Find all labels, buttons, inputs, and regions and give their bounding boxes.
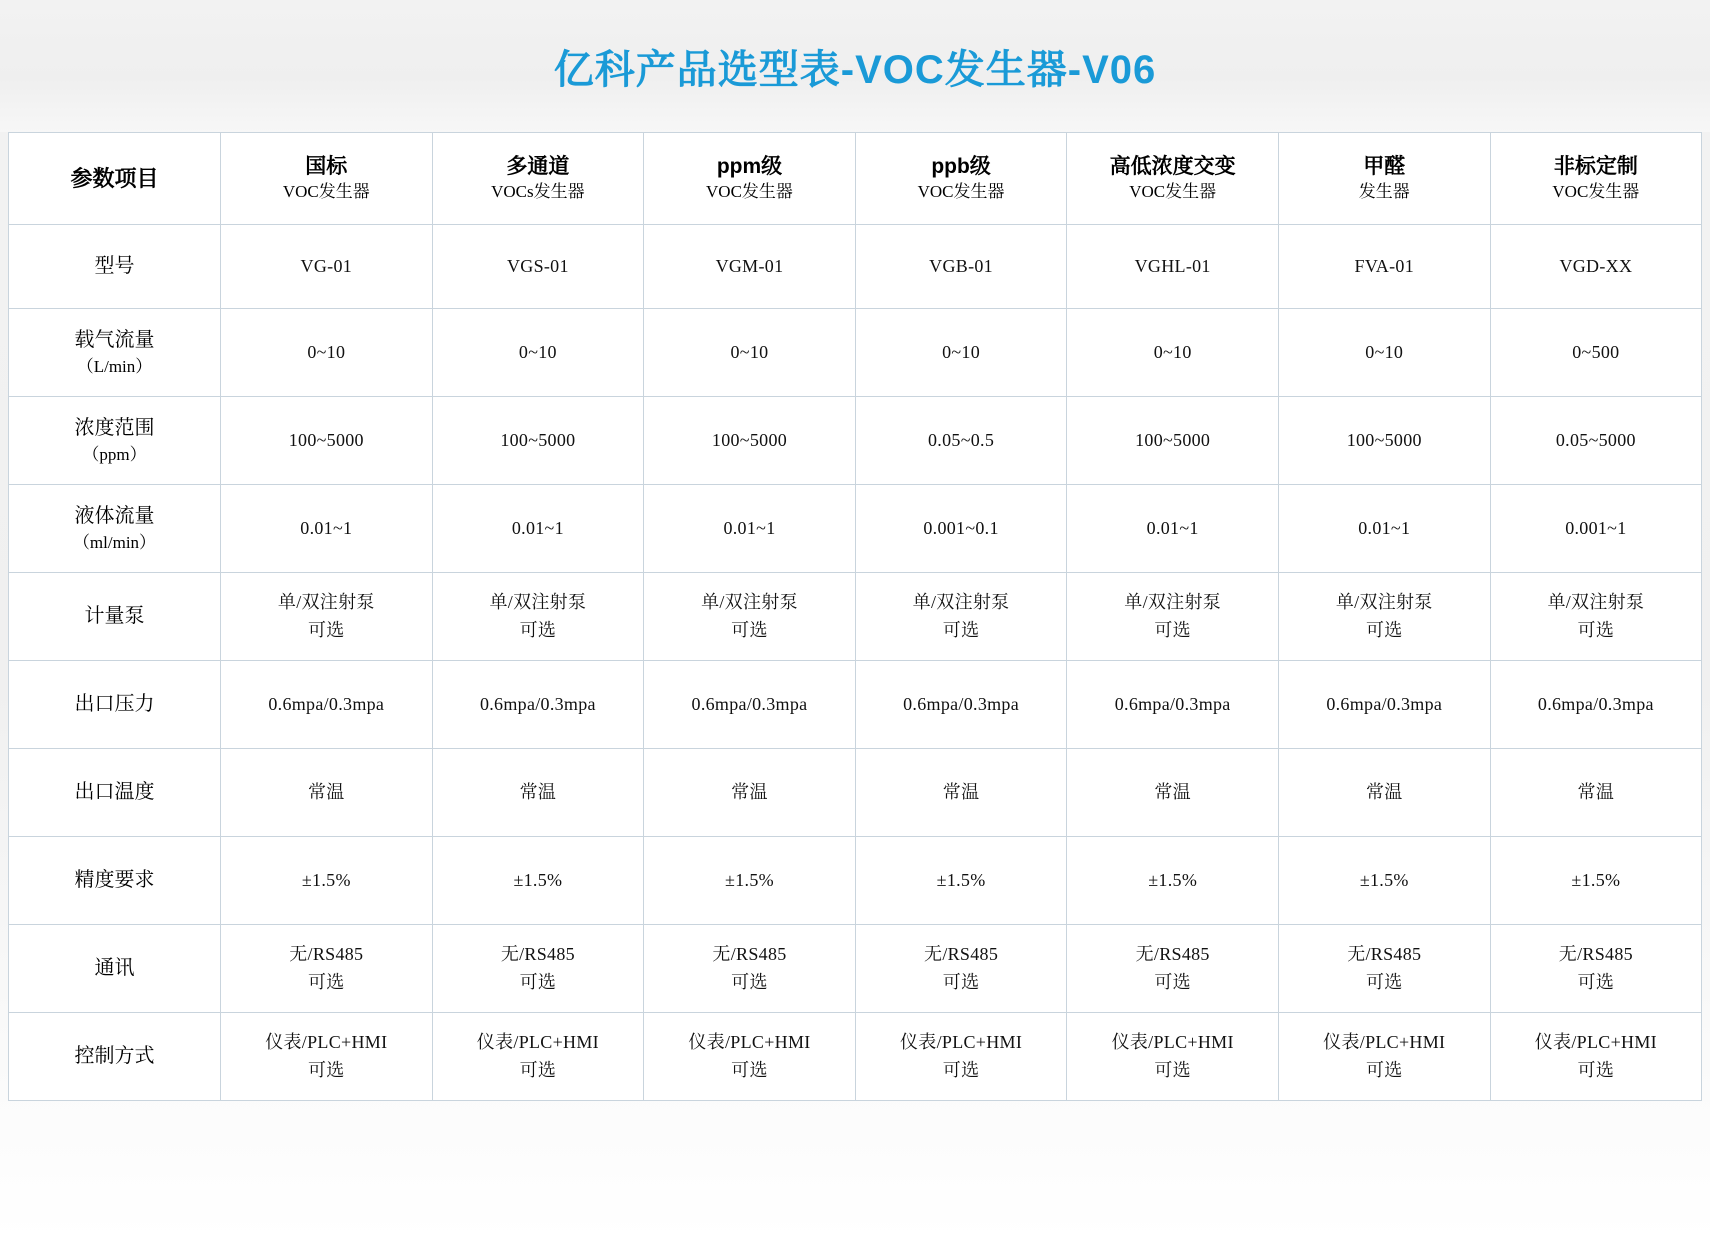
cell-text: 0.6mpa/0.3mpa [1114, 694, 1231, 715]
cell-comm-4 [1067, 925, 1279, 1013]
cell-accuracy-4 [1067, 837, 1279, 925]
cell-text: 常温 [519, 782, 557, 803]
cell-text: ±1.5% [1359, 870, 1409, 891]
column-header-4-main: 高低浓度交变 [1109, 154, 1236, 178]
row-label-model-line1: 型号 [94, 255, 135, 277]
cell-ctrl-6 [1490, 1013, 1702, 1101]
cell-text-2: 可选 [1365, 619, 1403, 640]
cell-text: 0.01~1 [1358, 518, 1411, 539]
row-label-outlet-pressure [9, 661, 221, 749]
cell-text: 0.001~1 [1565, 518, 1627, 539]
cell-text-2: 可选 [942, 1059, 980, 1080]
cell-pressure-2 [644, 661, 856, 749]
cell-text: 0.6mpa/0.3mpa [903, 694, 1020, 715]
cell-text-2: 可选 [307, 971, 345, 992]
cell-text: ±1.5% [1571, 870, 1621, 891]
cell-text: 0.6mpa/0.3mpa [691, 694, 808, 715]
cell-conc-5 [1278, 397, 1490, 485]
cell-text: 单/双注射泵 [912, 591, 1010, 612]
cell-text-2: 可选 [1365, 971, 1403, 992]
cell-conc-0 [221, 397, 433, 485]
column-header-5-main: 甲醛 [1363, 154, 1406, 178]
row-label-accuracy [9, 837, 221, 925]
cell-carrier-0 [221, 309, 433, 397]
cell-text: 0.6mpa/0.3mpa [479, 694, 596, 715]
page-header [0, 0, 1710, 132]
cell-comm-1 [432, 925, 644, 1013]
cell-text: 单/双注射泵 [1335, 591, 1433, 612]
spec-table-container [8, 132, 1702, 1101]
column-header-3-sub: VOC发生器 [917, 182, 1005, 202]
row-label-carrier-gas-flow [9, 309, 221, 397]
cell-carrier-5 [1278, 309, 1490, 397]
column-header-param-main: 参数项目 [70, 165, 159, 191]
cell-text: 0.6mpa/0.3mpa [268, 694, 385, 715]
cell-text: 0.01~1 [511, 518, 564, 539]
cell-text: ±1.5% [725, 870, 774, 891]
cell-text-2: 可选 [1154, 1059, 1191, 1080]
cell-carrier-3 [855, 309, 1067, 397]
cell-text: 单/双注射泵 [277, 591, 375, 612]
table-row [9, 749, 1702, 837]
cell-text-2: 可选 [307, 619, 345, 640]
column-header-0-sub: VOC发生器 [282, 182, 370, 202]
cell-pump-0 [221, 573, 433, 661]
cell-text: 单/双注射泵 [1547, 591, 1645, 612]
cell-liquid-0 [221, 485, 433, 573]
cell-accuracy-1 [432, 837, 644, 925]
cell-text: 无/RS485 [500, 943, 575, 964]
cell-liquid-2 [644, 485, 856, 573]
row-label-line1: 精度要求 [74, 869, 155, 891]
cell-text: 仪表/PLC+HMI [688, 1031, 811, 1052]
cell-text: 100~5000 [500, 430, 576, 451]
row-label-outlet-temperature [9, 749, 221, 837]
cell-pump-6 [1490, 573, 1702, 661]
cell-text-2: 可选 [1365, 1059, 1403, 1080]
row-label-line1: 液体流量 [74, 504, 155, 527]
cell-text: 仪表/PLC+HMI [1111, 1031, 1234, 1052]
cell-text: 0~10 [730, 342, 769, 363]
cell-text-2: 可选 [731, 971, 768, 992]
cell-text: 单/双注射泵 [1124, 591, 1222, 612]
cell-temp-2 [644, 749, 856, 837]
column-header-3 [855, 133, 1067, 225]
cell-carrier-2 [644, 309, 856, 397]
cell-comm-0 [221, 925, 433, 1013]
column-header-param [9, 133, 221, 225]
row-label-communication [9, 925, 221, 1013]
column-header-4 [1067, 133, 1279, 225]
cell-accuracy-3 [855, 837, 1067, 925]
cell-text: VGM-01 [715, 256, 784, 277]
row-label-concentration-range [9, 397, 221, 485]
cell-text: 仪表/PLC+HMI [1534, 1031, 1657, 1052]
cell-liquid-4 [1067, 485, 1279, 573]
table-row [9, 837, 1702, 925]
cell-text-2: 可选 [942, 619, 980, 640]
page-title: 亿科产品选型表-VOC发生器-V06 [553, 47, 1157, 92]
cell-text: 仪表/PLC+HMI [265, 1031, 388, 1052]
cell-pressure-3 [855, 661, 1067, 749]
cell-text: ±1.5% [301, 870, 351, 891]
cell-pump-3 [855, 573, 1067, 661]
cell-text: 无/RS485 [924, 943, 999, 964]
cell-text: 单/双注射泵 [701, 591, 798, 612]
cell-text-2: 可选 [519, 1059, 557, 1080]
cell-accuracy-6 [1490, 837, 1702, 925]
row-label-line2: （ml/min） [72, 532, 157, 552]
cell-text: 0.05~5000 [1555, 430, 1636, 451]
cell-text: 常温 [1365, 782, 1403, 803]
cell-text: 0.01~1 [1146, 518, 1199, 539]
cell-text: VGD-XX [1559, 256, 1633, 277]
cell-conc-4 [1067, 397, 1279, 485]
cell-text: 100~5000 [1135, 430, 1211, 451]
cell-ctrl-0 [221, 1013, 433, 1101]
cell-conc-2 [644, 397, 856, 485]
column-header-1 [432, 133, 644, 225]
cell-carrier-6 [1490, 309, 1702, 397]
cell-text-2: 可选 [1154, 971, 1191, 992]
cell-text: 仪表/PLC+HMI [476, 1031, 599, 1052]
cell-pressure-4 [1067, 661, 1279, 749]
table-row [9, 925, 1702, 1013]
row-label-line1: 载气流量 [74, 328, 155, 351]
cell-text: 0.6mpa/0.3mpa [1326, 694, 1443, 715]
table-row [9, 1013, 1702, 1101]
row-label-model [9, 225, 221, 309]
cell-model-4 [1067, 225, 1279, 309]
cell-liquid-6 [1490, 485, 1702, 573]
cell-text: 无/RS485 [1347, 943, 1422, 964]
cell-model-1 [432, 225, 644, 309]
cell-accuracy-5 [1278, 837, 1490, 925]
column-header-1-main: 多通道 [506, 154, 570, 178]
cell-model-2 [644, 225, 856, 309]
cell-accuracy-2 [644, 837, 856, 925]
cell-accuracy-0 [221, 837, 433, 925]
cell-text: 常温 [942, 782, 980, 803]
cell-text-2: 可选 [519, 971, 557, 992]
table-row [9, 573, 1702, 661]
cell-comm-5 [1278, 925, 1490, 1013]
cell-model-5 [1278, 225, 1490, 309]
cell-text: VGHL-01 [1134, 256, 1211, 277]
row-label-line1: 控制方式 [74, 1045, 155, 1067]
header-row [9, 133, 1702, 225]
cell-text: 常温 [1577, 782, 1615, 803]
cell-pressure-6 [1490, 661, 1702, 749]
cell-text-2: 可选 [942, 971, 980, 992]
cell-temp-4 [1067, 749, 1279, 837]
table-row [9, 485, 1702, 573]
cell-text: ±1.5% [1148, 870, 1198, 891]
cell-text-2: 可选 [1577, 619, 1615, 640]
spec-table [8, 132, 1702, 1101]
cell-comm-2 [644, 925, 856, 1013]
cell-conc-6 [1490, 397, 1702, 485]
column-header-5 [1278, 133, 1490, 225]
cell-text: 0~10 [518, 342, 557, 363]
row-label-metering-pump [9, 573, 221, 661]
cell-liquid-3 [855, 485, 1067, 573]
column-header-2-main: ppm级 [716, 154, 783, 178]
row-label-line2: （ppm） [82, 444, 147, 464]
cell-temp-3 [855, 749, 1067, 837]
cell-text-2: 可选 [1577, 1059, 1615, 1080]
cell-comm-6 [1490, 925, 1702, 1013]
column-header-1-sub: VOCs发生器 [491, 182, 585, 202]
cell-text: 无/RS485 [1135, 943, 1210, 964]
cell-text: FVA-01 [1354, 256, 1414, 277]
cell-comm-3 [855, 925, 1067, 1013]
cell-model-0 [221, 225, 433, 309]
cell-temp-0 [221, 749, 433, 837]
row-label-line1: 出口压力 [74, 693, 155, 715]
table-row [9, 225, 1702, 309]
row-label-line1: 计量泵 [84, 605, 145, 627]
cell-text: 100~5000 [711, 430, 788, 451]
table-row [9, 397, 1702, 485]
cell-conc-1 [432, 397, 644, 485]
cell-text-2: 可选 [731, 1059, 768, 1080]
cell-ctrl-5 [1278, 1013, 1490, 1101]
column-header-2-sub: VOC发生器 [706, 182, 793, 202]
row-label-liquid-flow [9, 485, 221, 573]
cell-text: 0.05~0.5 [928, 430, 995, 451]
cell-text: VG-01 [300, 256, 353, 277]
cell-text-2: 可选 [1154, 619, 1191, 640]
cell-text: 0~10 [1153, 342, 1192, 363]
cell-model-3 [855, 225, 1067, 309]
cell-text: 无/RS485 [1558, 943, 1633, 964]
cell-text-2: 可选 [307, 1059, 345, 1080]
cell-temp-5 [1278, 749, 1490, 837]
cell-model-6 [1490, 225, 1702, 309]
cell-pressure-0 [221, 661, 433, 749]
cell-text: ±1.5% [513, 870, 563, 891]
cell-temp-1 [432, 749, 644, 837]
cell-carrier-1 [432, 309, 644, 397]
cell-pressure-5 [1278, 661, 1490, 749]
cell-text: VGS-01 [506, 256, 569, 277]
cell-pump-4 [1067, 573, 1279, 661]
cell-pressure-1 [432, 661, 644, 749]
row-label-line2: （L/min） [76, 356, 153, 376]
cell-carrier-4 [1067, 309, 1279, 397]
column-header-0 [221, 133, 433, 225]
column-header-4-sub: VOC发生器 [1129, 182, 1217, 202]
cell-pump-5 [1278, 573, 1490, 661]
cell-pump-2 [644, 573, 856, 661]
column-header-0-main: 国标 [305, 154, 348, 178]
cell-text: 0~10 [307, 342, 346, 363]
cell-temp-6 [1490, 749, 1702, 837]
cell-text: 100~5000 [1346, 430, 1422, 451]
cell-text: 0~10 [942, 342, 981, 363]
cell-ctrl-2 [644, 1013, 856, 1101]
cell-text-2: 可选 [731, 619, 768, 640]
cell-text: 0.01~1 [300, 518, 353, 539]
cell-text: 100~5000 [288, 430, 364, 451]
table-row [9, 309, 1702, 397]
cell-pump-1 [432, 573, 644, 661]
cell-text: VGB-01 [929, 256, 993, 277]
cell-text: 0.01~1 [723, 518, 776, 539]
cell-text: 单/双注射泵 [489, 591, 587, 612]
table-row [9, 661, 1702, 749]
column-header-2 [644, 133, 856, 225]
cell-text: 0.001~0.1 [923, 518, 999, 539]
cell-text: 仪表/PLC+HMI [899, 1031, 1023, 1052]
cell-liquid-5 [1278, 485, 1490, 573]
cell-text: ±1.5% [936, 870, 986, 891]
column-header-6 [1490, 133, 1702, 225]
cell-text-2: 可选 [1577, 971, 1615, 992]
column-header-3-main: ppb级 [931, 154, 991, 178]
cell-text: 常温 [731, 782, 768, 803]
cell-text: 仪表/PLC+HMI [1323, 1031, 1446, 1052]
cell-text: 常温 [1154, 782, 1191, 803]
table-body [9, 225, 1702, 1101]
cell-text: 无/RS485 [289, 943, 364, 964]
table-head [9, 133, 1702, 225]
column-header-6-main: 非标定制 [1553, 154, 1638, 178]
row-label-line1: 出口温度 [74, 781, 155, 803]
cell-ctrl-1 [432, 1013, 644, 1101]
cell-ctrl-3 [855, 1013, 1067, 1101]
cell-text-2: 可选 [519, 619, 557, 640]
cell-text: 0~500 [1572, 342, 1620, 363]
column-header-6-sub: VOC发生器 [1552, 182, 1640, 202]
row-label-line1: 浓度范围 [74, 416, 155, 439]
cell-text: 0~10 [1365, 342, 1404, 363]
cell-ctrl-4 [1067, 1013, 1279, 1101]
cell-text: 无/RS485 [712, 943, 787, 964]
row-label-control-mode [9, 1013, 221, 1101]
cell-text: 0.6mpa/0.3mpa [1537, 694, 1654, 715]
row-label-line1: 通讯 [94, 957, 135, 979]
cell-text: 常温 [307, 782, 345, 803]
cell-liquid-1 [432, 485, 644, 573]
cell-conc-3 [855, 397, 1067, 485]
column-header-5-sub: 发生器 [1358, 182, 1410, 202]
